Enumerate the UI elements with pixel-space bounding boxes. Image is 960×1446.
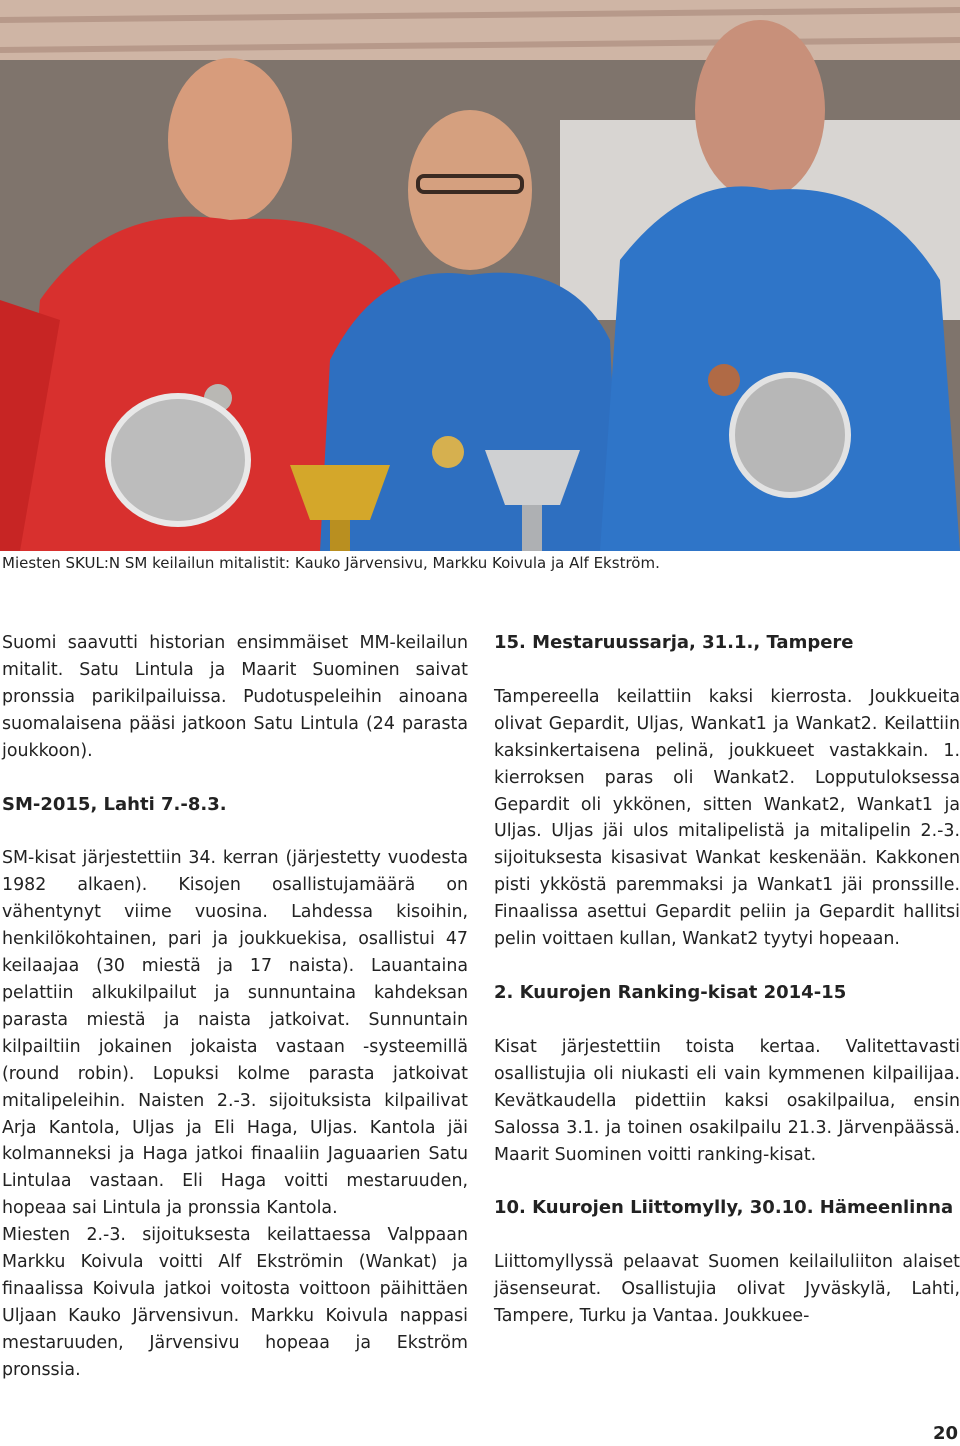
medalists-photo-illustration — [0, 0, 960, 551]
sm-2015-paragraph: SM-kisat järjestettiin 34. kerran (järjestetty vuodesta 1982 alkaen). Kisojen osallistujamäärä on vähentynyt viime vuosina. Lahdessa kisoihin, henkilökohtainen, pari ja joukkuekisa, osallistui 47 keilaajaa (30 miestä ja 17 naista). Lauantaina pelattiin alkukilpailut ja sunnuntaina kahdeksan parasta miestä ja naista jatkoivat. Sunnuntain kilpailtiin jokainen jokaista vastaan -systeemillä (round robin). Lopuksi kolme parasta jatkoivat mitalipeleihin. Naisten 2.-3. sijoituksista kilpailivat Arja Kantola, Uljas ja Eli Haga, Uljas. Kantola jäi kolmanneksi ja Haga jatkoi finaaliin Jaguaarien Satu Lintulaa vastaan. Eli Haga voitti mestaruuden, hopeaa sai Lintula ja pronssia Kantola. — [2, 848, 468, 1219]
intro-paragraph: Suomi saavutti historian ensimmäiset MM-keilailun mitalit. Satu Lintula ja Maarit Suominen saivat pronssia parikilpailuissa. Pudotuspeleihin ainoana suomalaisena pääsi jatkoon Satu Lintula (24 parasta joukkoon). — [2, 633, 468, 761]
section-heading-ranking: 2. Kuurojen Ranking-kisat 2014-15 — [494, 981, 847, 1003]
section-heading-liittomylly: 10. Kuurojen Liittomylly, 30.10. Hämeenlinna — [494, 1197, 954, 1219]
ranking-paragraph: Kisat järjestettiin toista kertaa. Valitettavasti osallistujia oli niukasti eli vain kymmenen kilpailijaa. Kevätkaudella pidettiin kaksi osakilpailua, ensin Salossa 3.1. ja toinen osakilpailu 21.3. Järvenpäässä. Maarit Suominen voitti ranking-kisat. — [494, 1036, 960, 1165]
right-column — [494, 630, 960, 1330]
page-number: 20 — [932, 1423, 958, 1444]
photo-caption: Miesten SKUL:N SM keilailun mitalistit: Kauko Järvensivu, Markku Koivula ja Alf Ekström. — [2, 554, 660, 572]
men-results-paragraph: Miesten 2.-3. sijoituksesta keilattaessa Valppaan Markku Koivula voitti Alf Ekströmin (Wankat) ja finaalissa Koivula jatkoi voitosta voittoon päihittäen Uljaan Kauko Järvensivun. Markku Koivula nappasi mestaruuden, Järvensivu hopeaa ja Ekström pronssia. — [2, 1225, 468, 1380]
left-column — [2, 630, 468, 1384]
mestaruussarja-paragraph: Tampereella keilattiin kaksi kierrosta. Joukkueita olivat Gepardit, Uljas, Wankat1 ja Wankat2. Keilattiin kaksinkertaisena pelinä, joukkueet vastakkain. 1. kierroksen paras oli Wankat2. Lopputuloksessa Gepardit oli ykkönen, sitten Wankat2, Wankat1 ja Uljas. Uljas jäi ulos mitalipelistä ja mitalipelin 2.-3. sijoituksesta kisasivat Wankat keskenään. Kakkonen pisti ykköstä paremmaksi ja Wankat1 jäi pronssille. Finaalissa asettui Gepardit peliin ja Gepardit hallitsi pelin voittaen kullan, Wankat2 tyytyi hopeaan. — [494, 686, 960, 950]
section-heading-mestaruussarja: 15. Mestaruussarja, 31.1., Tampere — [494, 632, 854, 653]
liittomylly-paragraph: Liittomyllyssä pelaavat Suomen keilailuliiton alaiset jäsenseurat. Osallistujia olivat Jyväskylä, Lahti, Tampere, Turku ja Vantaa. Joukkuee- — [494, 1252, 960, 1327]
section-heading-sm-2015: SM-2015, Lahti 7.-8.3. — [2, 793, 227, 815]
medalists-photo — [0, 0, 960, 551]
